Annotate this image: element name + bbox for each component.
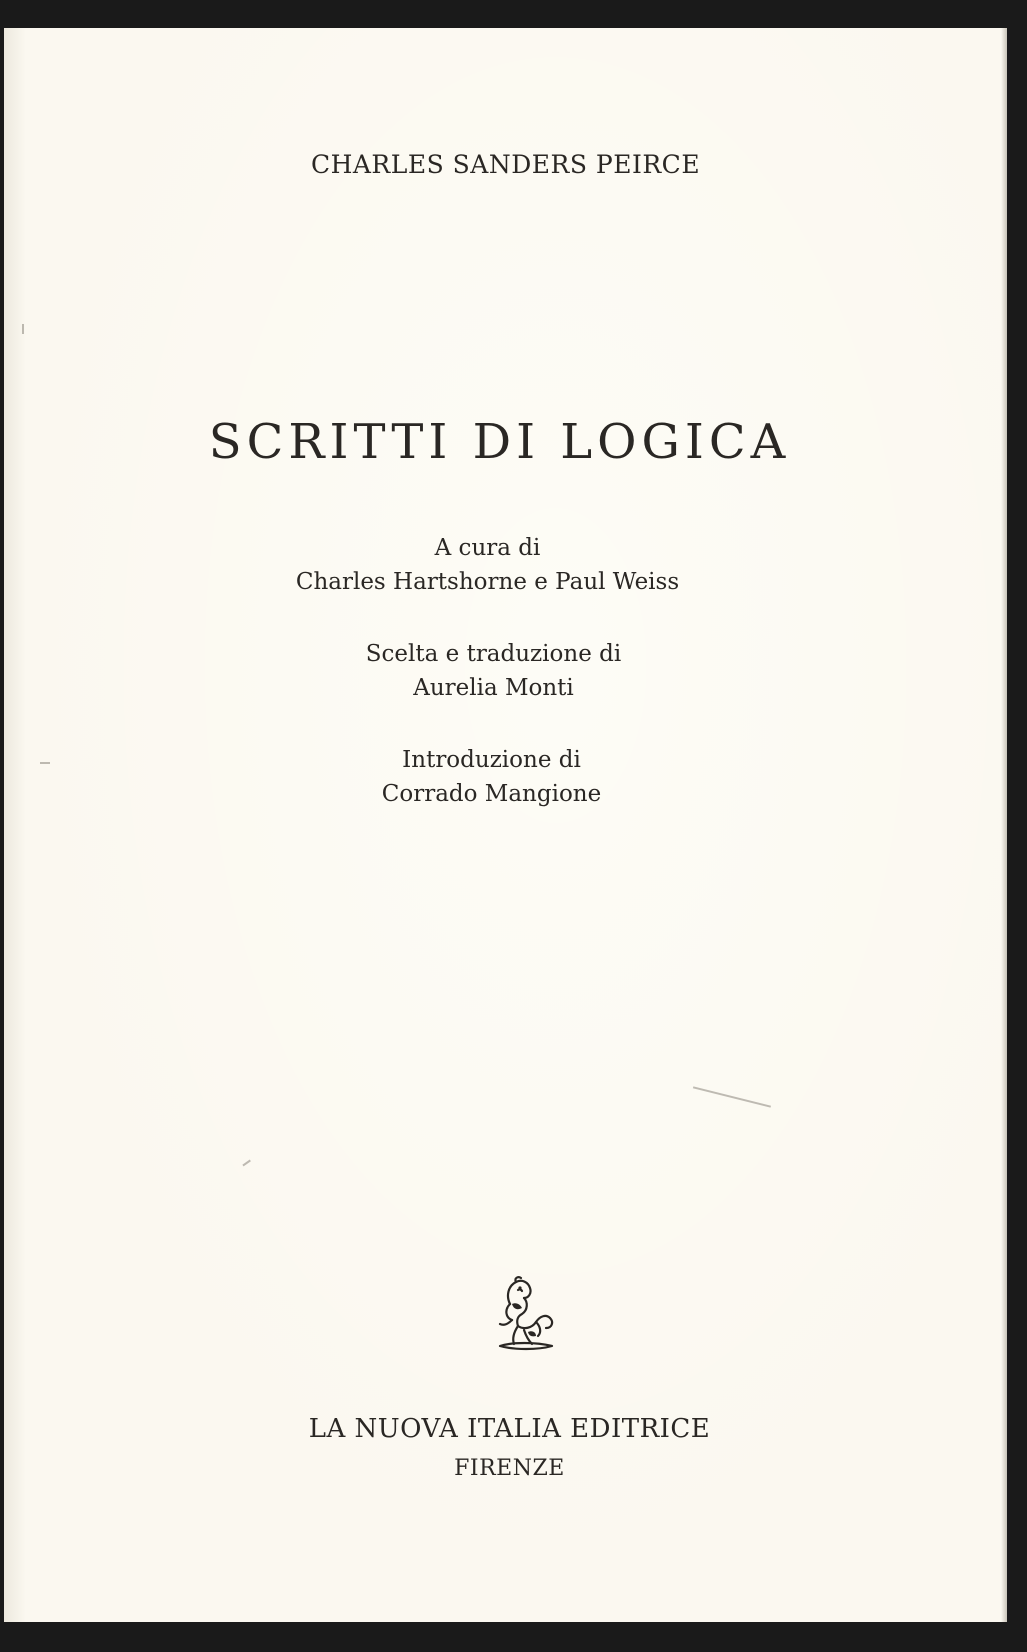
book-page [4,28,1007,1622]
introduction-author: Corrado Mangione [381,781,602,807]
publisher-name: LA NUOVA ITALIA EDITRICE [308,1414,711,1444]
editors-names: Charles Hartshorne e Paul Weiss [295,569,680,595]
paper-mark [40,762,50,764]
rampant-horse-emblem-icon [488,1274,562,1356]
translation-label: Scelta e traduzione di [365,641,622,667]
editors-label: A cura di [434,535,541,561]
translator-name: Aurelia Monti [413,675,574,701]
paper-scratch [693,1086,771,1107]
publisher-city: FIRENZE [454,1456,565,1481]
paper-mark [242,1160,250,1166]
author-name: CHARLES SANDERS PEIRCE [310,150,701,179]
introduction-label: Introduzione di [402,747,581,773]
book-title: SCRITTI DI LOGICA [208,414,791,470]
paper-mark [22,324,24,334]
